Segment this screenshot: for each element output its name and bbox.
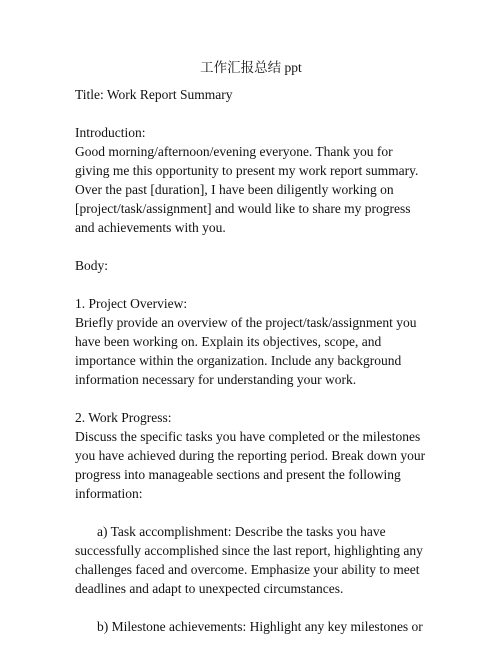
spacer xyxy=(75,104,427,123)
introduction-heading: Introduction: xyxy=(75,125,146,140)
section-text: Briefly provide an overview of the project/task/assignment you have been working on. Explain its objectives, scope, and importance within the organization. Include any background information necessary for understanding your work. xyxy=(75,315,417,387)
document-body xyxy=(75,85,427,636)
spacer xyxy=(75,389,427,408)
subitem-text: a) Task accomplishment: Describe the tasks you have successfully accomplished since the last report, highlighting any challenges faced and overcome. Emphasize your ability to meet deadlines and adapt to unexpected circumstances. xyxy=(75,524,423,596)
spacer xyxy=(75,275,427,294)
introduction-text: Good morning/afternoon/evening everyone. Thank you for giving me this opportunity to present my work report summary. Over the past [duration], I have been diligently working on [project/task/assignment] and would like to share my progress and achievements with you. xyxy=(75,144,419,235)
body-heading: Body: xyxy=(75,258,109,273)
spacer xyxy=(75,598,427,617)
section-heading: 2. Work Progress: xyxy=(75,410,172,425)
section-text: Discuss the specific tasks you have completed or the milestones you have achieved during the reporting period. Break down your progress into manageable sections and present the following information: xyxy=(75,429,426,501)
spacer xyxy=(75,503,427,522)
section-heading: 1. Project Overview: xyxy=(75,296,188,311)
spacer xyxy=(75,237,427,256)
report-title: Title: Work Report Summary xyxy=(75,87,233,102)
document-header: 工作汇报总结 ppt xyxy=(200,60,302,75)
subitem-text: b) Milestone achievements: Highlight any key milestones or xyxy=(97,619,423,634)
